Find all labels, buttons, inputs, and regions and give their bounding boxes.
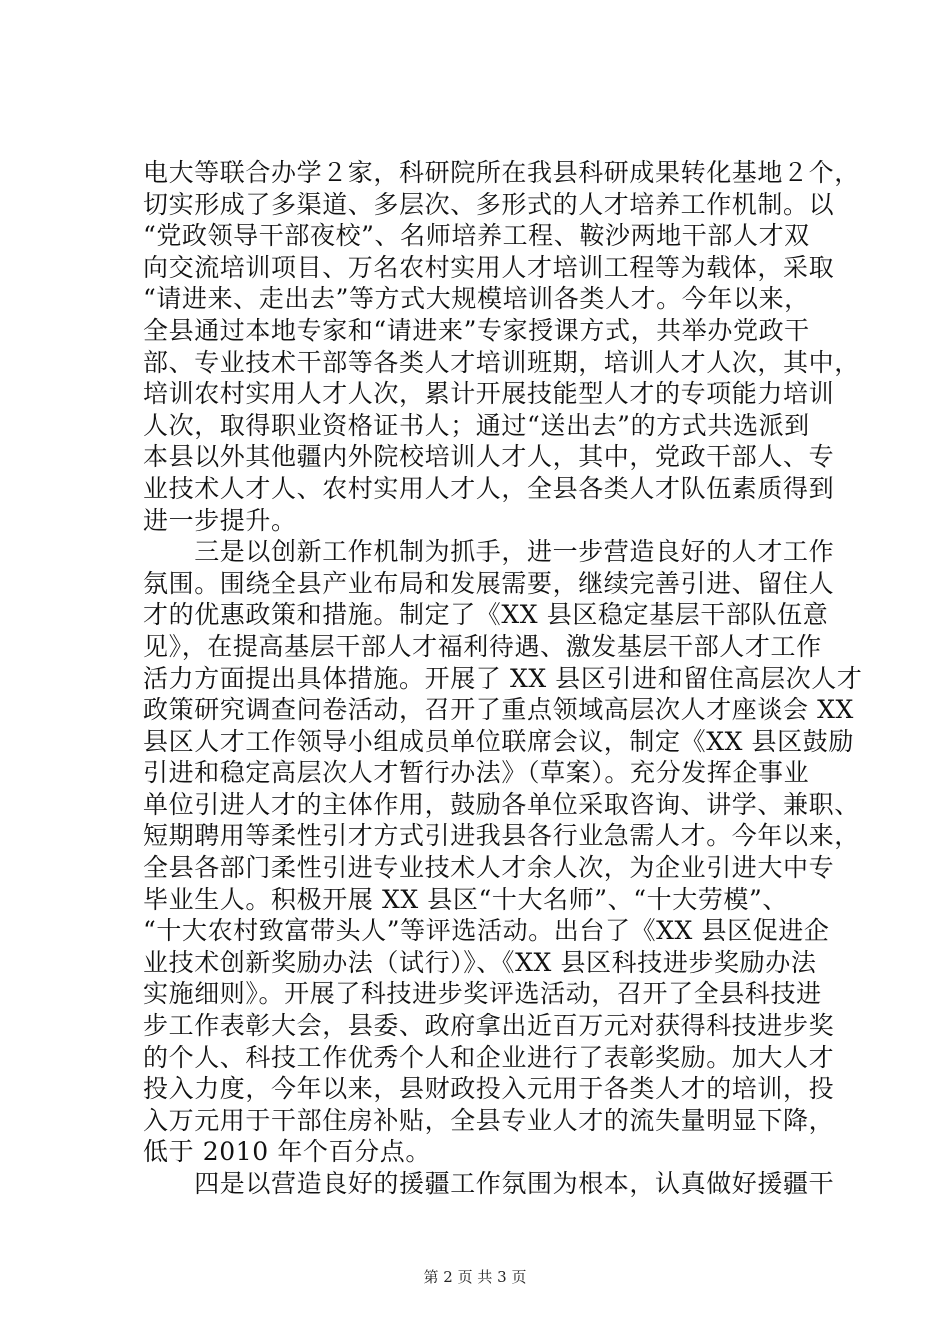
- text-line: 氛围。围绕全县产业布局和发展需要，继续完善引进、留住人: [143, 568, 835, 598]
- text-line: 投入力度，今年以来，县财政投入元用于各类人才的培训，投: [143, 1074, 835, 1104]
- text-line: 切实形成了多渠道、多层次、多形式的人才培养工作机制。以: [143, 189, 835, 219]
- text-line: 部、专业技术干部等各类人才培训班期，培训人才人次，其中，: [143, 347, 860, 377]
- text-line: 的个人、科技工作优秀个人和企业进行了表彰奖励。加大人才: [143, 1042, 835, 1072]
- text-line: 入万元用于干部住房补贴，全县专业人才的流失量明显下降，: [143, 1105, 835, 1135]
- text-line: 三是以创新工作机制为抓手，进一步营造良好的人才工作: [143, 537, 835, 567]
- text-line: 县区人才工作领导小组成员单位联席会议，制定《XX 县区鼓励: [143, 726, 854, 756]
- text-line: 培训农村实用人才人次，累计开展技能型人才的专项能力培训: [143, 379, 835, 409]
- body-text: [143, 157, 863, 1200]
- text-line: 四是以营造良好的援疆工作氛围为根本，认真做好援疆干: [143, 1169, 835, 1198]
- text-line: 毕业生人。积极开展 XX 县区“十大名师”、“十大劳模”、: [143, 884, 789, 914]
- text-line: 业技术人才人、农村实用人才人，全县各类人才队伍素质得到: [143, 473, 835, 503]
- text-line: 低于 2010 年个百分点。: [143, 1137, 431, 1167]
- page-number-footer: 第 2 页 共 3 页: [423, 1268, 527, 1286]
- text-line: 短期聘用等柔性引才方式引进我县各行业急需人才。今年以来，: [143, 821, 860, 851]
- text-line: 引进和稳定高层次人才暂行办法》（草案）。充分发挥企事业: [143, 758, 810, 788]
- text-line: “十大农村致富带头人”等评选活动。出台了《XX 县区促进企: [143, 916, 830, 946]
- text-line: 实施细则》。开展了科技进步奖评选活动，召开了全县科技进: [143, 979, 822, 1009]
- text-line: 步工作表彰大会，县委、政府拿出近百万元对获得科技进步奖: [143, 1011, 835, 1041]
- text-line: 活力方面提出具体措施。开展了 XX 县区引进和留住高层次人才: [143, 663, 863, 693]
- text-line: 全县通过本地专家和“请进来”专家授课方式，共举办党政干: [143, 315, 810, 345]
- text-line: 单位引进人才的主体作用，鼓励各单位采取咨询、讲学、兼职、: [143, 789, 860, 819]
- text-line: 向交流培训项目、万名农村实用人才培训工程等为载体，采取: [143, 252, 835, 282]
- text-line: 政策研究调查问卷活动，召开了重点领域高层次人才座谈会 XX: [143, 695, 854, 725]
- text-line: “请进来、走出去”等方式大规模培训各类人才。今年以来，: [143, 284, 810, 314]
- text-line: 进一步提升。: [143, 505, 297, 535]
- text-line: 本县以外其他疆内外院校培训人才人，其中，党政干部人、专: [143, 442, 835, 472]
- text-line: 才的优惠政策和措施。制定了《XX 县区稳定基层干部队伍意: [143, 600, 829, 630]
- text-line: 电大等联合办学２家，科研院所在我县科研成果转化基地２个，: [143, 158, 860, 187]
- text-line: 全县各部门柔性引进专业技术人才余人次，为企业引进大中专: [143, 853, 835, 883]
- text-line: 业技术创新奖励办法（试行）》、《XX 县区科技进步奖励办法: [143, 947, 817, 977]
- text-line: “党政领导干部夜校”、名师培养工程、鞍沙两地干部人才双: [143, 221, 810, 251]
- text-line: 人次，取得职业资格证书人；通过“送出去”的方式共选派到: [143, 410, 810, 440]
- text-line: 见》，在提高基层干部人才福利待遇、激发基层干部人才工作: [143, 631, 822, 661]
